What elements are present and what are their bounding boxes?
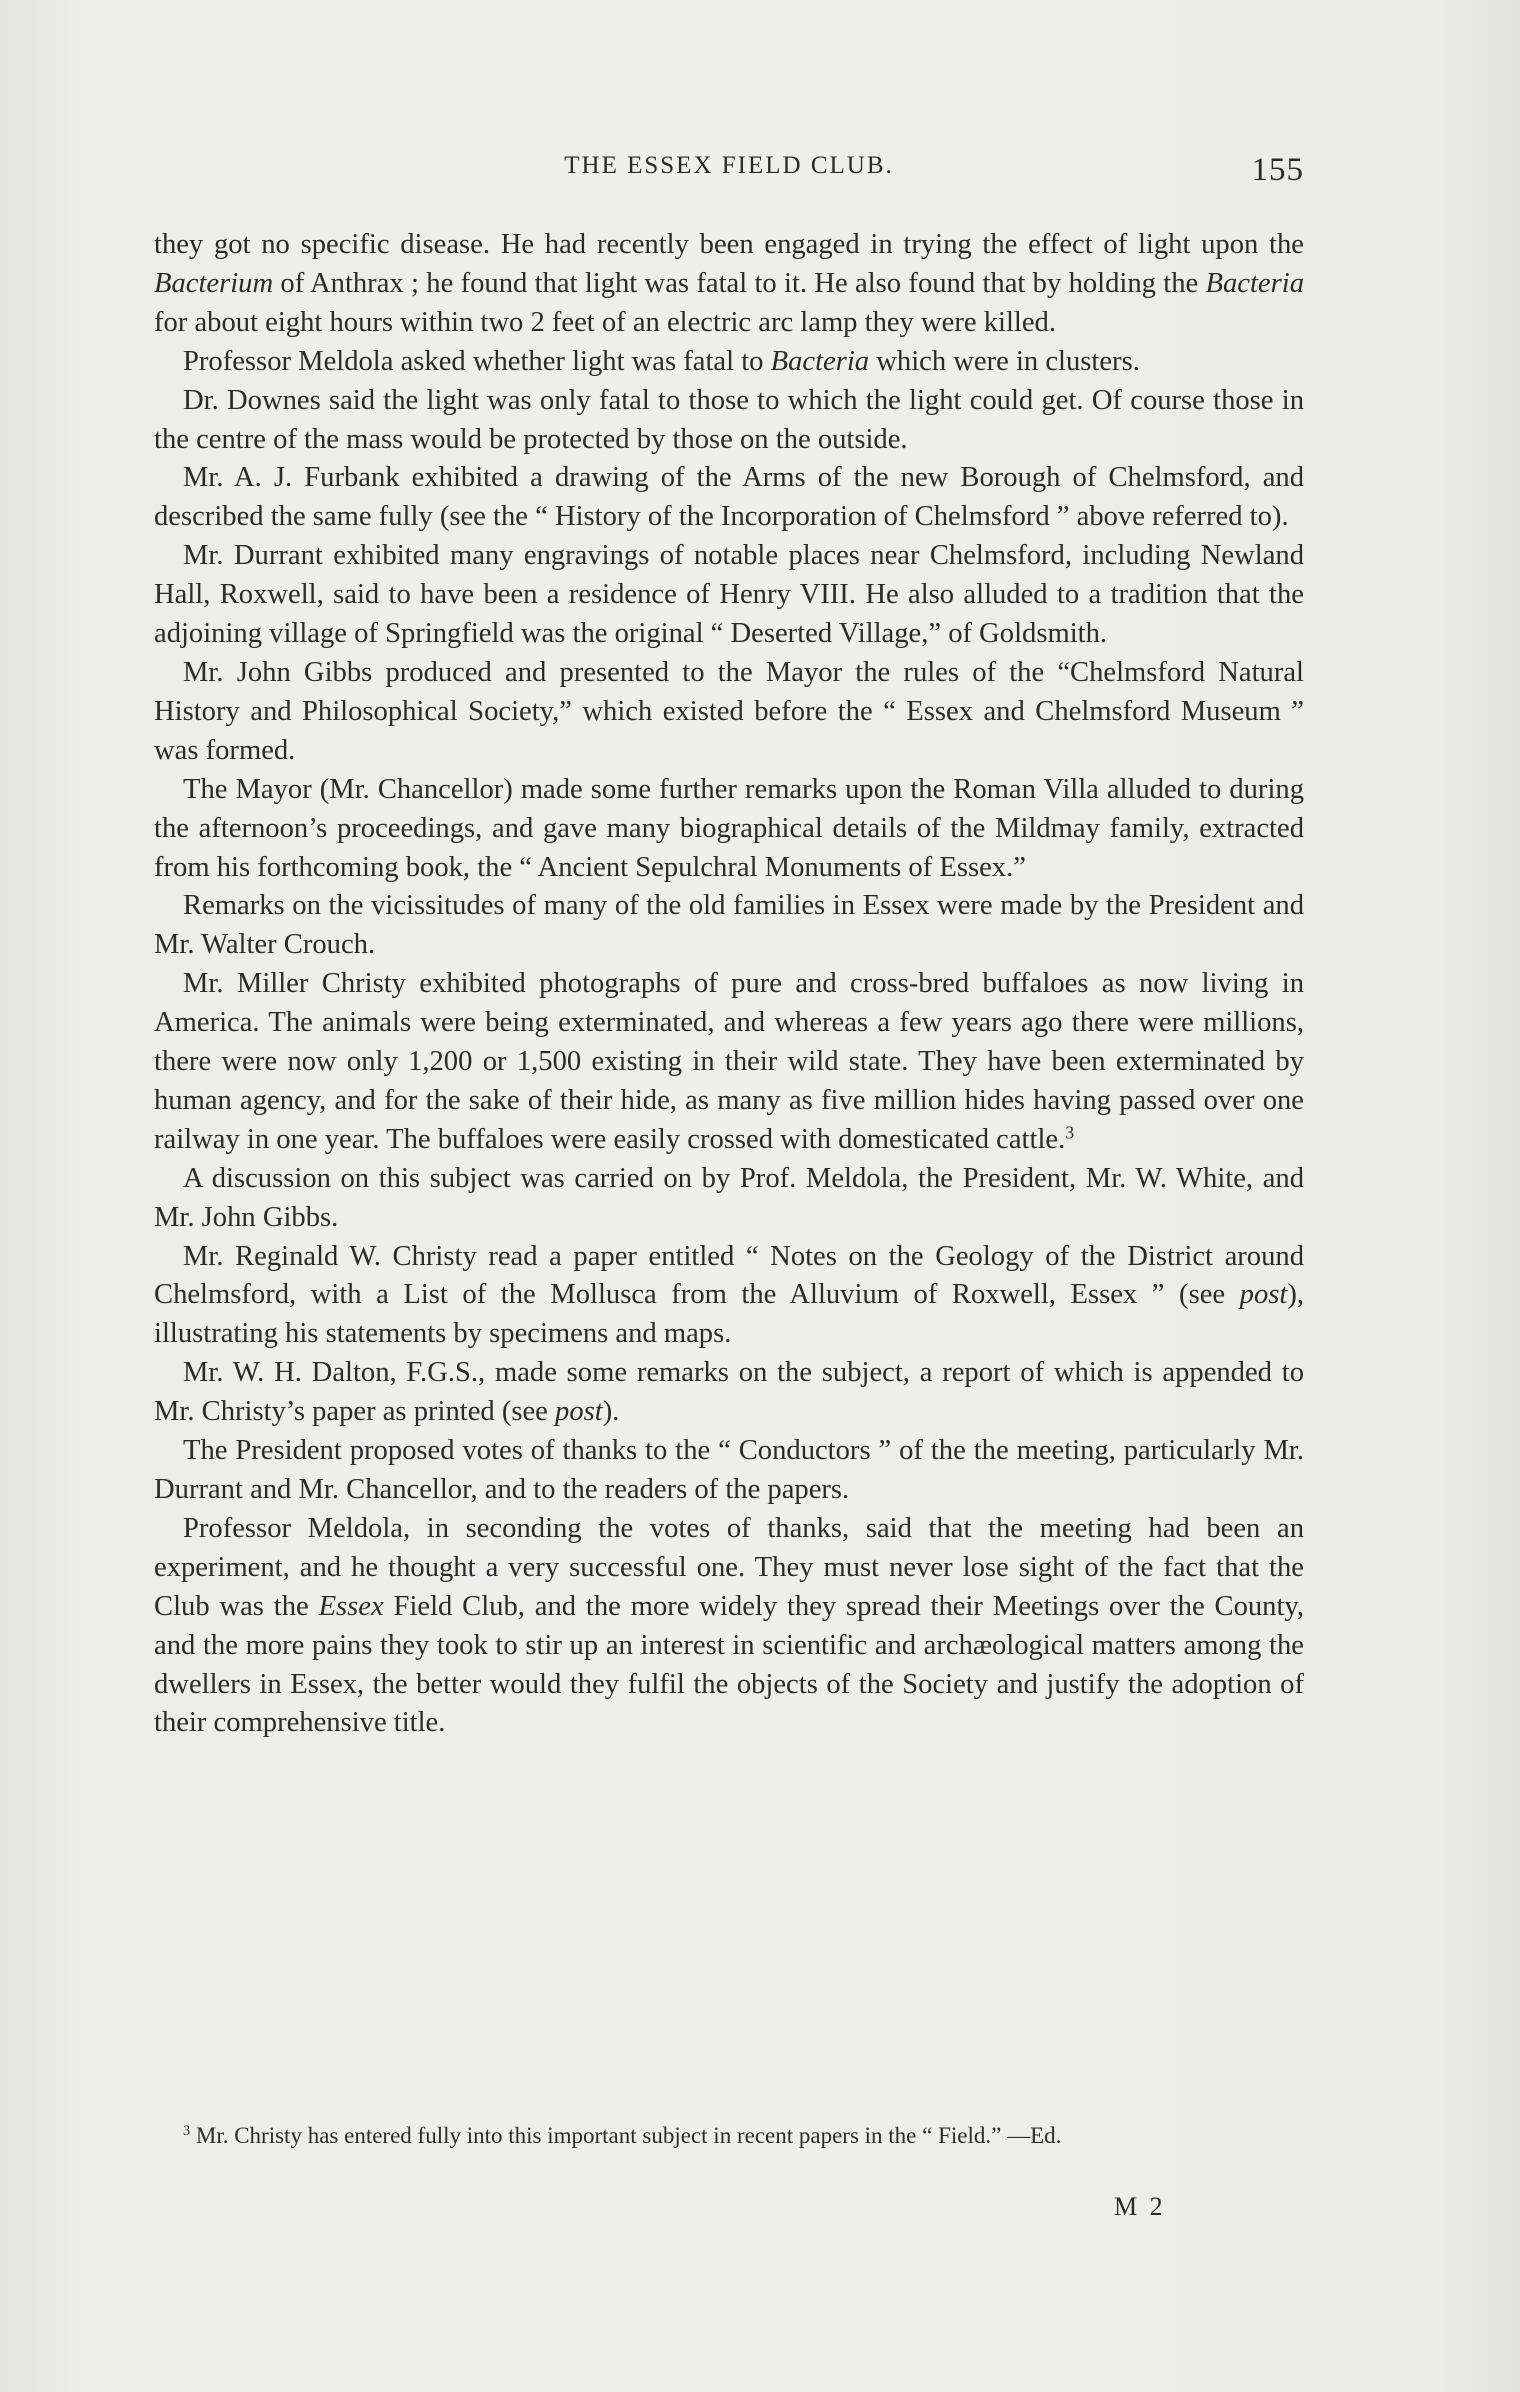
text-run: Mr. A. J. Furbank exhibited a drawing of the Arms of the new Borough of Chelmsford, and described the same fully (see the “ History of the Incorporation of Chelmsford ” above referred to). <box>154 462 1304 533</box>
text-run: Mr. Christy has entered fully into this important subject in recent papers in the “ Field.” —Ed. <box>190 2123 1062 2148</box>
signature-mark: M 2 <box>1114 2192 1166 2221</box>
text-run: for about eight hours within two 2 feet of an electric arc lamp they were killed. <box>154 306 1056 338</box>
paragraph <box>154 887 1304 965</box>
paragraph <box>154 654 1304 771</box>
italic-text: post <box>555 1396 603 1428</box>
footnote-text <box>154 2122 1304 2149</box>
text-run: A discussion on this subject was carried on by Prof. Meldola, the President, Mr. W. White, and Mr. John Gibbs. <box>154 1162 1304 1233</box>
text-run: Professor Meldola asked whether light was fatal to <box>183 345 771 377</box>
page-number: 155 <box>1251 152 1304 188</box>
text-run: Professor Meldola, in seconding the votes of thanks, said that the meeting had been an experiment, and he thought a very successful one. They must never lose sight of the fact that the Club was the <box>154 1512 1304 1622</box>
paragraph <box>154 382 1304 460</box>
text-run: ), illustrating his statements by specimens and maps. <box>154 1279 1304 1350</box>
paragraph <box>154 459 1304 537</box>
paragraph <box>154 1238 1304 1355</box>
italic-text: Essex <box>318 1590 384 1622</box>
italic-text: Bacteria <box>770 345 870 377</box>
text-run: Dr. Downes said the light was only fatal to those to which the light could get. Of course those in the centre of the mass would be protected by those on the outside. <box>154 384 1304 455</box>
text-run: ). <box>602 1396 620 1428</box>
text-run: Mr. Reginald W. Christy read a paper entitled “ Notes on the Geology of the District around Chelmsford, with a List of the Mollusca from the Alluvium of Roxwell, Essex ” (see <box>154 1240 1304 1311</box>
paragraph <box>154 771 1304 888</box>
text-run: of Anthrax ; he found that light was fatal to it. He also found that by holding the <box>273 267 1206 299</box>
text-run: Mr. Durrant exhibited many engravings of notable places near Chelmsford, including Newland Hall, Roxwell, said to have been a residence of Henry VIII. He also alluded to a tradition that the adjoining village of Springfield was the original “ Deserted Village,” of Goldsmith. <box>154 540 1304 650</box>
text-run: they got no specific disease. He had recently been engaged in trying the effect of light upon the <box>154 229 1304 260</box>
footnote-marker: 3 <box>1065 1122 1075 1143</box>
text-run: Mr. John Gibbs produced and presented to the Mayor the rules of the “Chelmsford Natural History and Philosophical Society,” which existed before the “ Essex and Chelmsford Museum ” was formed. <box>154 656 1304 766</box>
text-run: The Mayor (Mr. Chancellor) made some further remarks upon the Roman Villa alluded to during the afternoon’s proceedings, and gave many biographical details of the Mildmay family, extracted from his forthcoming book, the “ Ancient Sepulchral Monuments of Essex.” <box>154 773 1304 883</box>
footnote-marker: 3 <box>183 2123 191 2140</box>
paragraph <box>154 226 1304 343</box>
paragraph <box>154 965 1304 1160</box>
running-head: THE ESSEX FIELD CLUB. <box>564 152 894 179</box>
italic-text: Bacteria <box>1205 267 1304 299</box>
page-header <box>154 152 1304 202</box>
paragraph <box>154 1354 1304 1432</box>
text-run: which were in clusters. <box>869 345 1140 377</box>
italic-text: Bacterium <box>154 267 274 299</box>
text-run: Mr. Miller Christy exhibited photographs of pure and cross-bred buffaloes as now living in America. The animals were being exterminated, and whereas a few years ago there were millions, there were now only 1,200 or 1,500 existing in their wild state. They have been exterminated by human agency, and for the sake of their hide, as many as five million hides having passed over one railway in one year. The buffaloes were easily crossed with domesticated cattle. <box>154 968 1304 1155</box>
body-text <box>154 226 1304 1743</box>
paragraph <box>154 1160 1304 1238</box>
italic-text: post <box>1239 1279 1288 1311</box>
footnote <box>154 2122 1304 2149</box>
text-run: The President proposed votes of thanks to the “ Conductors ” of the the meeting, particularly Mr. Durrant and Mr. Chancellor, and to the readers of the papers. <box>154 1435 1304 1505</box>
text-run: Field Club, and the more widely they spread their Meetings over the County, and the more pains they took to stir up an interest in scientific and archæological matters among the dwellers in Essex, the better would they fulfil the objects of the Society and justify the adoption of their comprehensive title. <box>154 1590 1304 1739</box>
paragraph <box>154 1510 1304 1743</box>
text-run: Mr. W. H. Dalton, F.G.S., made some remarks on the subject, a report of which is appended to Mr. Christy’s paper as printed (see <box>154 1357 1304 1428</box>
text-run: Remarks on the vicissitudes of many of the old families in Essex were made by the President and Mr. Walter Crouch. <box>154 890 1304 961</box>
paragraph <box>154 1432 1304 1510</box>
paragraph <box>154 343 1304 382</box>
paragraph <box>154 537 1304 654</box>
